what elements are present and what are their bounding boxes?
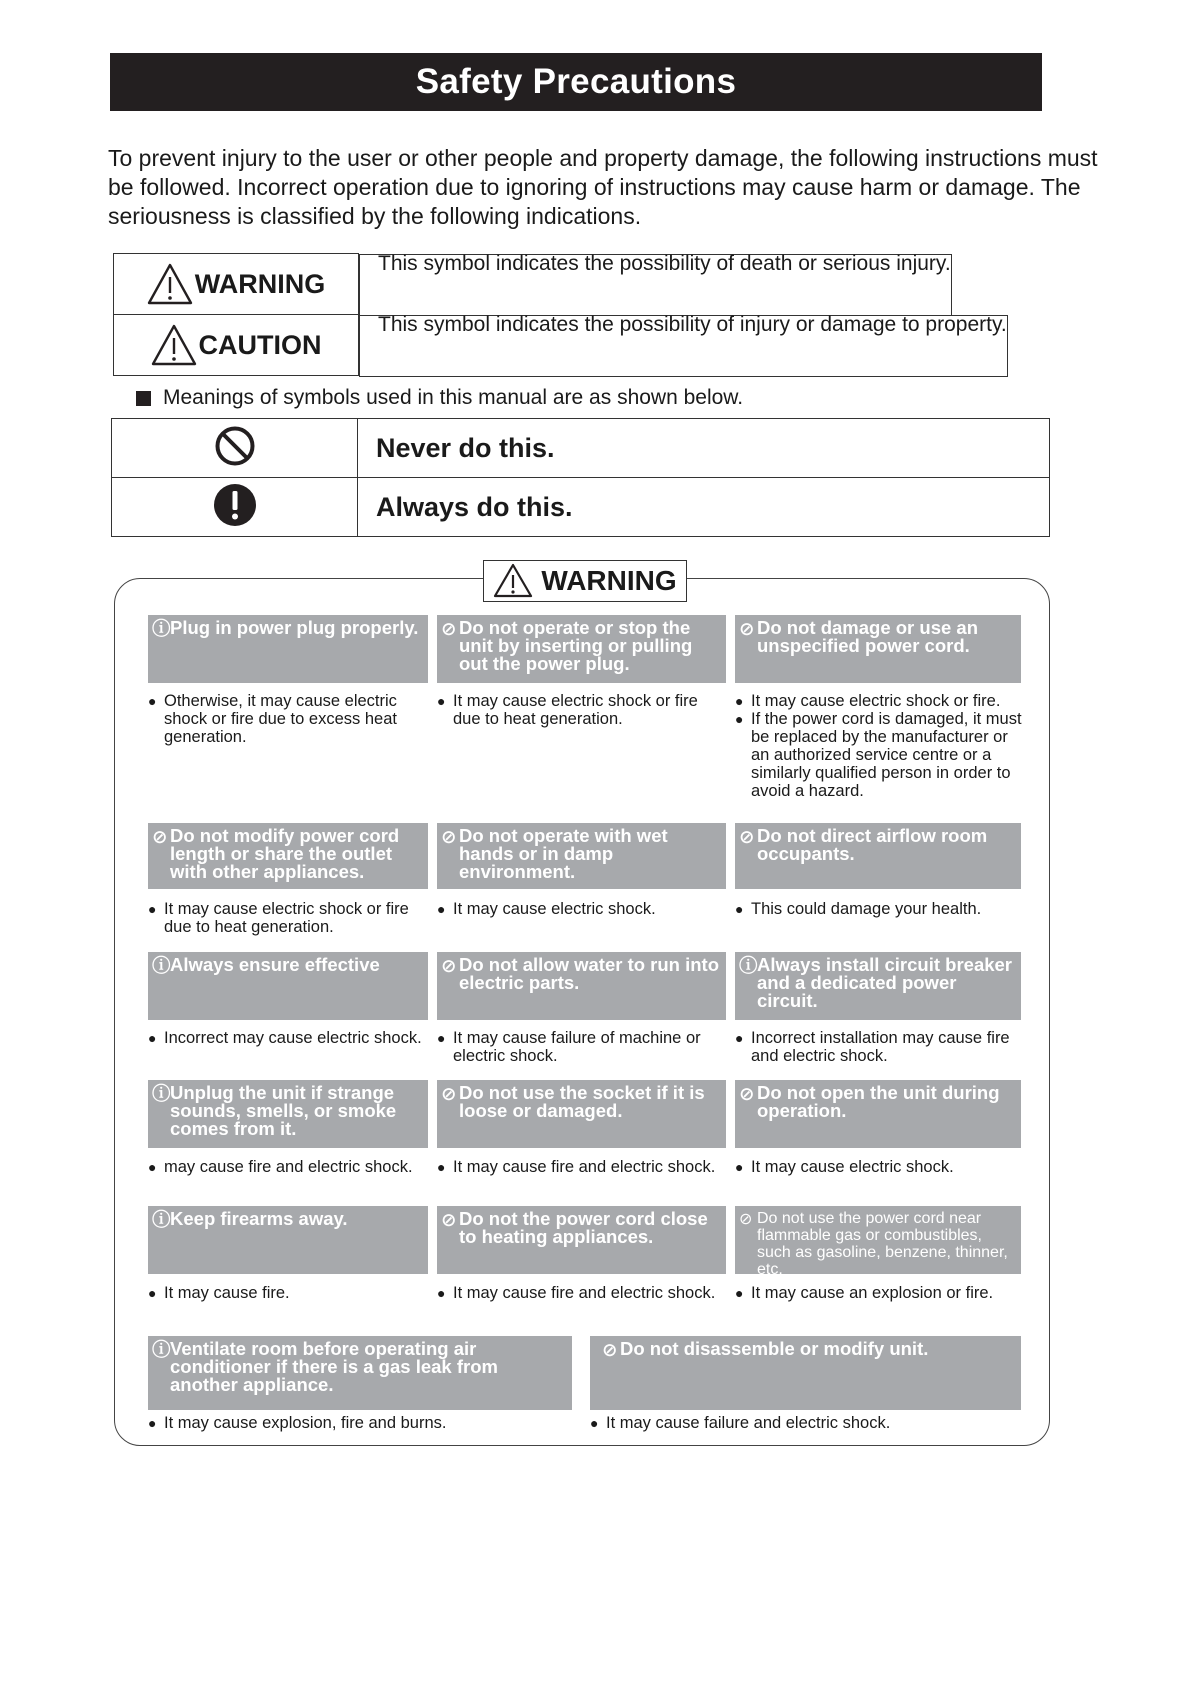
warning-item-box: ⊘ Do not use the power cord near flammable gas or combustibles, such as gasoline, benzene, thinner, etc. [735, 1206, 1021, 1274]
symbols-note [136, 386, 743, 410]
warning-item-box: ⓘ Unplug the unit if strange sounds, smells, or smoke comes from it. [148, 1080, 428, 1148]
warning-item-box: ⓘ Keep firearms away. [148, 1206, 428, 1274]
warning-item-box: ⊘ Do not modify power cord length or share the outlet with other appliances. [148, 823, 428, 889]
warning-item-description: ● Incorrect may cause electric shock. [148, 1029, 422, 1047]
warning-description: This symbol indicates the possibility of death or serious injury. [359, 254, 952, 316]
prohibition-icon: ⊘ [739, 826, 755, 847]
intro-paragraph: To prevent injury to the user or other people and property damage, the following instructions must be followed. Incorrect operation due to ignoring of instructions may cause harm or damage. The seriousness is classified by the following indications. [108, 145, 1098, 229]
warning-item-description: ● It may cause fire and electric shock. [437, 1284, 716, 1302]
warning-item-description: ● Otherwise, it may cause electric shock or fire due to excess heat generation. [148, 692, 397, 746]
prohibition-icon: ⊘ [602, 1339, 618, 1360]
prohibition-icon: ⊘ [441, 826, 457, 847]
warning-item-description: ● It may cause electric shock. [437, 900, 656, 918]
table-row [112, 419, 1050, 478]
caution-description: This symbol indicates the possibility of injury or damage to property. [359, 315, 1008, 377]
mandatory-icon: ⓘ [739, 955, 758, 976]
mandatory-icon: ⓘ [152, 1209, 171, 1230]
prohibition-icon: ⊘ [441, 955, 457, 976]
warning-item-description: ● This could damage your health. [735, 900, 982, 918]
warning-item-description: ● Incorrect installation may cause fire and electric shock. [735, 1029, 1010, 1065]
warning-item-box: ⊘ Do not direct airflow room occupants. [735, 823, 1021, 889]
prohibition-icon: ⊘ [441, 1083, 457, 1104]
warning-item-description: ● may cause fire and electric shock. [148, 1158, 413, 1176]
warning-item-description: ● It may cause failure of machine or electric shock. [437, 1029, 701, 1065]
warning-section-heading [483, 560, 687, 602]
table-row [112, 478, 1050, 537]
prohibition-icon [214, 425, 256, 467]
table-row [114, 315, 1050, 376]
warning-item-description: ● It may cause electric shock or fire due to heat generation. [148, 900, 409, 936]
caution-triangle-icon [151, 323, 197, 367]
warning-item-description: ● It may cause electric shock or fire due to heat generation. [437, 692, 698, 728]
warning-item-box: ⓘ Always install circuit breaker and a dedicated power circuit. [735, 952, 1021, 1020]
prohibition-icon: ⊘ [739, 618, 755, 639]
warning-label: WARNING [194, 268, 326, 299]
warning-heading-text: WARNING [541, 565, 677, 596]
symbol-meaning-table [111, 418, 1050, 537]
never-do-text: Never do this. [358, 419, 1050, 478]
prohibition-icon: ⊘ [152, 826, 168, 847]
warning-item-description: ● It may cause failure and electric shock. [590, 1414, 891, 1432]
prohibition-icon: ⊘ [441, 618, 457, 639]
page-title: Safety Precautions [110, 53, 1042, 111]
warning-item-box: ⊘ Do not disassemble or modify unit. [590, 1336, 1021, 1410]
warning-item-box: ⊘ Do not open the unit during operation. [735, 1080, 1021, 1148]
mandatory-icon [213, 483, 257, 527]
warning-item-box: ⊘ Do not damage or use an unspecified power cord. [735, 615, 1021, 683]
warning-item-description: ● It may cause electric shock or fire. ● If the power cord is damaged, it must be replaced by the manufacturer or an authorized service centre or a similarly qualified person in order to avoid a hazard. [735, 692, 1022, 800]
warning-item-box: ⊘ Do not the power cord close to heating appliances. [437, 1206, 726, 1274]
warning-item-box: ⊘ Do not operate or stop the unit by inserting or pulling out the power plug. [437, 615, 726, 683]
warning-item-box: ⊘ Do not operate with wet hands or in damp environment. [437, 823, 726, 889]
warning-item-description: ● It may cause electric shock. [735, 1158, 954, 1176]
warning-item-box: ⓘ Plug in power plug properly. [148, 615, 428, 683]
warning-item-box: ⓘ Ventilate room before operating air conditioner if there is a gas leak from another appliance. [148, 1336, 572, 1410]
caution-label: CAUTION [198, 329, 322, 360]
mandatory-icon: ⓘ [152, 618, 171, 639]
prohibition-icon: ⊘ [739, 1083, 755, 1104]
signal-word-table [113, 253, 1050, 376]
warning-item-box: ⊘ Do not use the socket if it is loose or damaged. [437, 1080, 726, 1148]
warning-item-description: ● It may cause fire and electric shock. [437, 1158, 716, 1176]
warning-triangle-icon [493, 563, 533, 599]
warning-triangle-icon [147, 262, 193, 306]
always-do-text: Always do this. [358, 478, 1050, 537]
warning-item-description: ● It may cause fire. [148, 1284, 290, 1302]
warning-item-box: ⓘ Always ensure effective [148, 952, 428, 1020]
prohibition-icon: ⊘ [441, 1209, 457, 1230]
warning-item-description: ● It may cause explosion, fire and burns. [148, 1414, 447, 1432]
mandatory-icon: ⓘ [152, 1339, 171, 1360]
warning-item-box: ⊘ Do not allow water to run into electric parts. [437, 952, 726, 1020]
prohibition-icon: ⊘ [739, 1211, 753, 1228]
table-row [114, 254, 1050, 315]
mandatory-icon: ⓘ [152, 955, 171, 976]
square-bullet-icon [136, 391, 151, 406]
mandatory-icon: ⓘ [152, 1083, 171, 1104]
symbols-note-text: Meanings of symbols used in this manual are as shown below. [163, 386, 744, 409]
warning-item-description: ● It may cause an explosion or fire. [735, 1284, 994, 1302]
